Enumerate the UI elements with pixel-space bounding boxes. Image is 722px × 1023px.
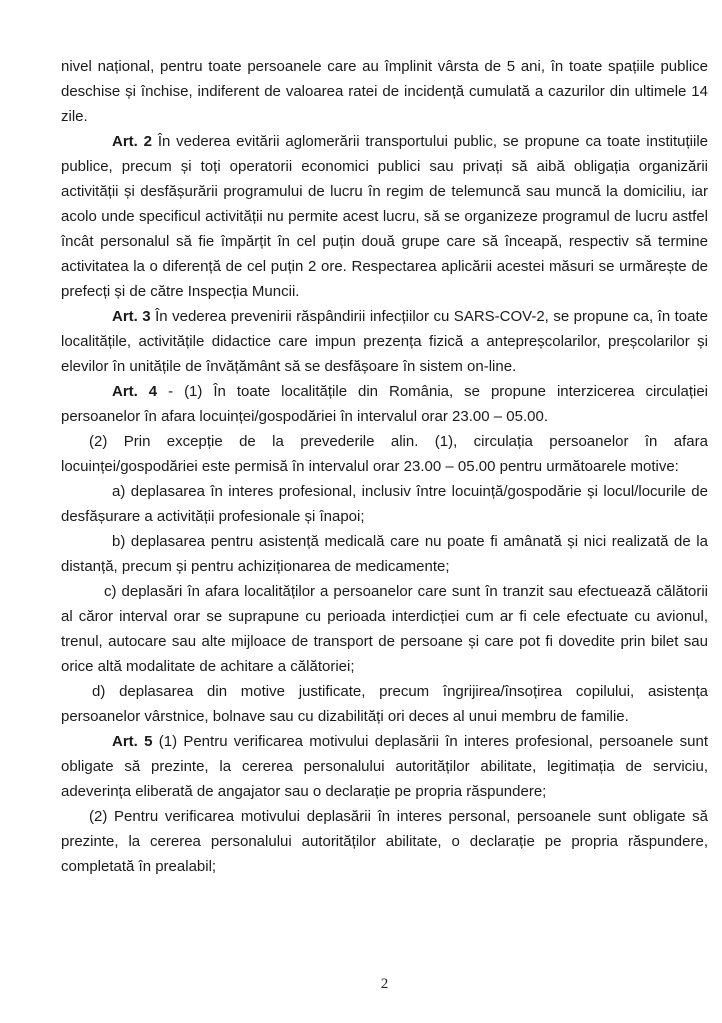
article-4-item-b-paragraph — [61, 529, 708, 579]
article-2-paragraph — [61, 129, 708, 304]
paragraph-text: - (1) În toate localitățile din România, se propune interzicerea circulației persoanelor în afara locuinței/gospodăriei în intervalul orar 23.00 – 05.00. — [61, 383, 708, 425]
paragraph-text: b) deplasarea pentru asistență medicală care nu poate fi amânată și nici realizată de la distanță, precum și pentru achiziționarea de medicamente; — [61, 533, 708, 575]
paragraph-text: (2) Pentru verificarea motivului deplasării în interes personal, persoanele sunt obligate să prezinte, la cererea personalului autorităților abilitate, o declarație pe propria răspundere, completată în prealabil; — [61, 808, 708, 875]
article-5-alin-1-paragraph — [61, 729, 708, 804]
paragraph-text: În vederea prevenirii răspândirii infecțiilor cu SARS-COV-2, se propune ca, în toate localitățile, activitățile didactice care impun prezența fizică a antepreșcolarilor, preșcolarilor și elevilor în unitățile de învățământ să se desfășoare în sistem on-line. — [61, 308, 709, 375]
page-number: 2 — [380, 976, 389, 992]
article-4-item-a-paragraph — [61, 479, 708, 529]
article-5-label: Art. 5 — [112, 733, 153, 750]
paragraph-text: În vederea evitării aglomerării transportului public, se propune ca toate instituțiile publice, precum și toți operatorii economici publici sau privați să aibă obligația organizării activității și desfășurării programului de lucru în regim de telemuncă sau muncă la domiciliu, iar acolo unde specificul activității nu permite acest lucru, să se organizeze programul de lucru astfel încât personalul să fie împărțit în cel puțin două grupe care să înceapă, respectiv să termine activitatea la o diferență de cel puțin 2 ore. Respectarea aplicării acestei măsuri se urmărește de prefecți și de către Inspecția Muncii. — [61, 133, 708, 300]
article-5-alin-2-paragraph — [61, 804, 708, 879]
article-3-label: Art. 3 — [112, 308, 151, 325]
paragraph-text: d) deplasarea din motive justificate, precum îngrijirea/însoțirea copilului, asistența persoanelor vârstnice, bolnave sau cu dizabilități ori deces al unui membru de familie. — [61, 683, 708, 725]
paragraph-text: c) deplasări în afara localităților a persoanelor care sunt în tranzit sau efectuează călătorii al căror interval orar se suprapune cu perioada interdicției cum ar fi cele efectuate cu avionul, trenul, autocare sau alte mijloace de transport de persoane și care pot fi dovedite prin bilet sau orice altă modalitate de achitare a călătoriei; — [61, 583, 708, 675]
article-3-paragraph — [61, 304, 708, 379]
article-4-alin-2-paragraph — [61, 429, 708, 479]
article-4-label: Art. 4 — [112, 383, 158, 400]
paragraph-text: nivel național, pentru toate persoanele care au împlinit vârsta de 5 ani, în toate spațiile publice deschise și închise, indiferent de valoarea ratei de incidență cumulată a cazurilor din ultimele 14 zile. — [61, 58, 708, 125]
article-4-item-d-paragraph — [61, 679, 708, 729]
paragraph-text: a) deplasarea în interes profesional, inclusiv între locuință/gospodărie și locul/locurile de desfășurare a activității profesionale și înapoi; — [61, 483, 708, 525]
article-4-item-c-paragraph — [61, 579, 708, 679]
paragraph-text: (2) Prin excepție de la prevederile alin. (1), circulația persoanelor în afara locuinței/gospodăriei este permisă în intervalul orar 23.00 – 05.00 pentru următoarele motive: — [61, 433, 708, 475]
article-4-alin-1-paragraph — [61, 379, 708, 429]
continuation-paragraph — [61, 54, 708, 129]
article-2-label: Art. 2 — [112, 133, 152, 150]
paragraph-text: (1) Pentru verificarea motivului deplasării în interes profesional, persoanele sunt obligate să prezinte, la cererea personalului autorităților abilitate, legitimația de serviciu, adeverința eliberată de angajator sau o declarație pe propria răspundere; — [61, 733, 708, 800]
